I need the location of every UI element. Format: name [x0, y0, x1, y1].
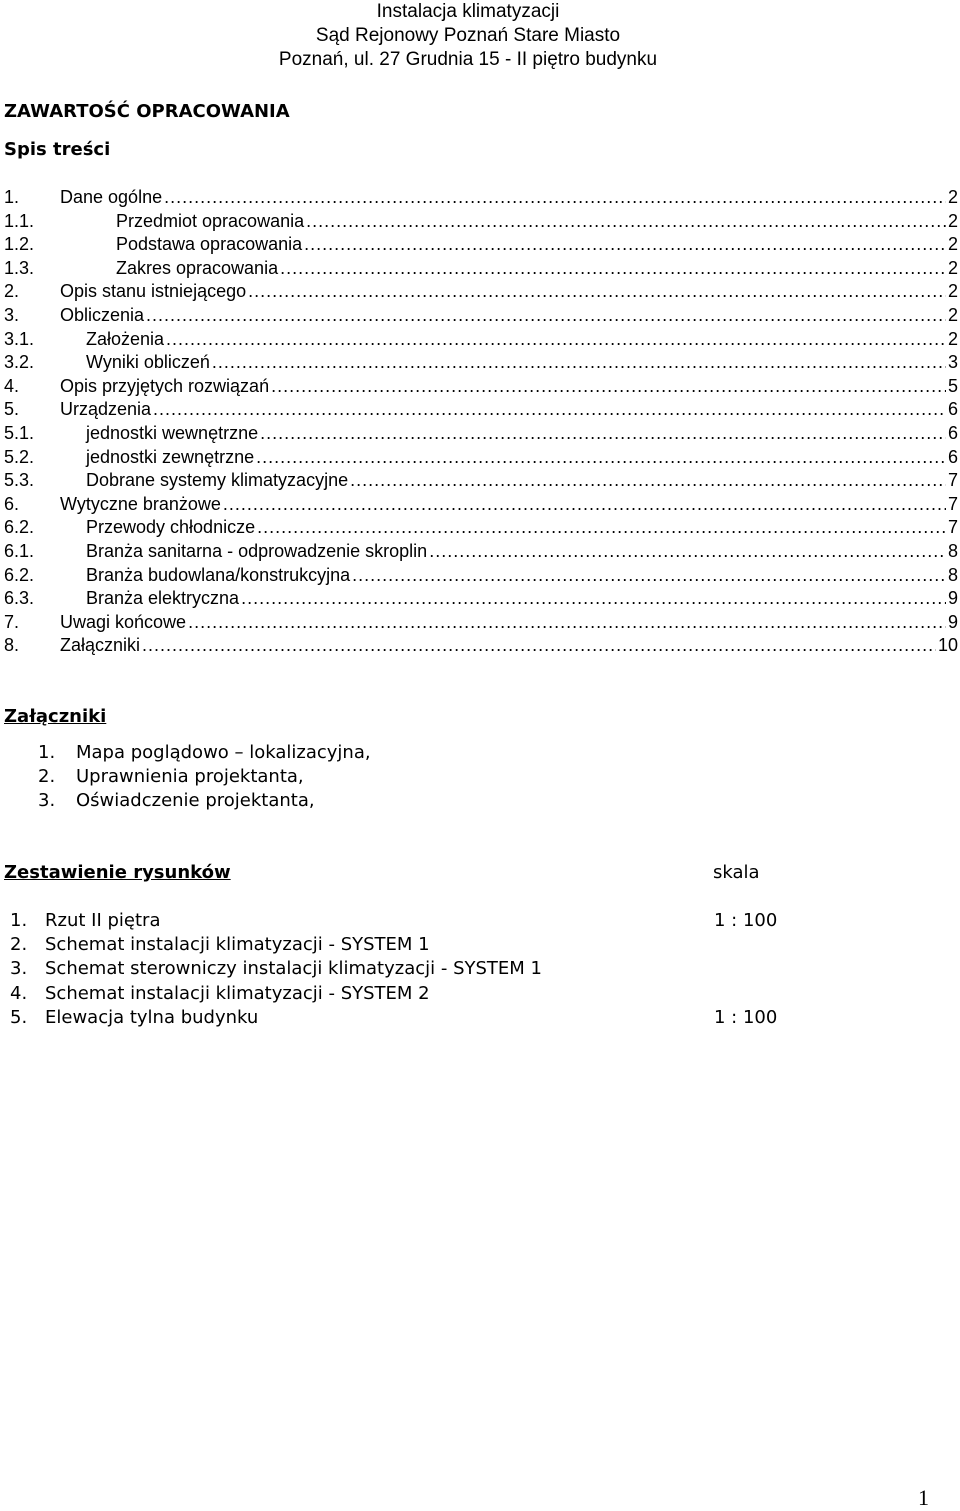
toc-dot-leader: [257, 517, 946, 538]
attachment-number: 2.: [38, 766, 56, 787]
toc-entry[interactable]: [4, 635, 960, 659]
header-line-3: Poznań, ul. 27 Grudnia 15 - II piętro budynku: [278, 49, 658, 70]
drawing-number: 3.: [10, 958, 28, 980]
toc-entry-title: Przedmiot opracowania: [116, 210, 305, 231]
toc-dot-leader: [350, 470, 946, 491]
toc-entry-number: 8.: [4, 635, 20, 656]
toc-heading: Spis treści: [4, 139, 111, 160]
toc-entry-title: Urządzenia: [60, 399, 152, 420]
toc-entry-title: Opis stanu istniejącego: [60, 281, 247, 302]
page-number: 1: [918, 1485, 929, 1510]
toc-entry[interactable]: [4, 187, 960, 211]
toc-dot-leader: [429, 541, 946, 562]
toc-entry[interactable]: [4, 234, 960, 258]
toc-entry-title: Dane ogólne: [60, 187, 163, 207]
drawing-title: Schemat sterowniczy instalacji klimatyzacji - SYSTEM 1: [45, 958, 542, 980]
contents-heading: ZAWARTOŚĆ OPRACOWANIA: [4, 101, 290, 122]
toc-entry-page: 7: [947, 470, 958, 491]
toc-entry-page: 2: [947, 281, 958, 302]
toc-entry-number: 4.: [4, 375, 20, 396]
toc-entry-number: 6.: [4, 493, 20, 514]
toc-entry-page: 7: [947, 517, 958, 538]
toc-entry-number: 7.: [4, 611, 20, 632]
toc-entry-title: Dobrane systemy klimatyzacyjne: [86, 470, 349, 491]
attachment-number: 1.: [38, 742, 56, 763]
toc-entry-page: 2: [947, 304, 958, 325]
drawing-item: [10, 983, 910, 1007]
drawing-item: [10, 958, 910, 982]
toc-entry[interactable]: [4, 494, 960, 518]
toc-entry-number: 6.3.: [4, 588, 35, 609]
toc-dot-leader: [164, 187, 946, 208]
toc-dot-leader: [146, 305, 946, 326]
toc-entry-title: Podstawa opracowania: [116, 234, 303, 255]
attachment-item: [38, 766, 371, 790]
toc-entry-page: 6: [947, 422, 958, 443]
toc-entry-page: 2: [947, 210, 958, 231]
scale-heading: skala: [713, 862, 760, 883]
toc-dot-leader: [260, 423, 946, 444]
toc-entry-title: Obliczenia: [60, 304, 145, 325]
toc-entry-page: 9: [947, 588, 958, 609]
toc-entry-page: 2: [947, 257, 958, 278]
toc-dot-leader: [142, 635, 936, 656]
toc-entry-page: 6: [947, 446, 958, 467]
toc-dot-leader: [304, 234, 946, 255]
toc-entry-number: 3.1.: [4, 328, 35, 349]
drawing-number: 1.: [10, 910, 28, 931]
toc-entry-page: 2: [947, 234, 958, 255]
toc-dot-leader: [306, 211, 946, 232]
drawing-title: Schemat instalacji klimatyzacji - SYSTEM 1: [45, 934, 430, 956]
toc-entry-title: Branża budowlana/konstrukcyjna: [86, 564, 351, 585]
drawing-title: Rzut II piętra: [45, 910, 161, 931]
toc-entry-title: Uwagi końcowe: [60, 611, 187, 632]
toc-entry[interactable]: [4, 517, 960, 541]
toc-entry-number: 6.2.: [4, 517, 35, 538]
drawing-scale: 1 : 100: [714, 1006, 778, 1028]
toc-dot-leader: [280, 258, 946, 279]
toc-entry-title: Branża elektryczna: [86, 588, 240, 609]
drawing-title: Elewacja tylna budynku: [45, 1006, 259, 1028]
toc-entry-title: Zakres opracowania: [116, 257, 279, 278]
toc-entry[interactable]: [4, 588, 960, 612]
toc-entry[interactable]: [4, 352, 960, 376]
toc-entry-page: 8: [947, 540, 958, 561]
toc-entry[interactable]: [4, 541, 960, 565]
toc-entry-number: 1.2.: [4, 234, 35, 255]
toc-entry-number: 5.2.: [4, 446, 35, 467]
drawing-title: Schemat instalacji klimatyzacji - SYSTEM 2: [45, 982, 430, 1004]
toc-dot-leader: [153, 399, 946, 420]
toc-entry-number: 6.1.: [4, 540, 35, 561]
toc-entry-number: 6.2.: [4, 564, 35, 585]
attachments-heading: Załączniki: [4, 706, 107, 727]
attachment-text: Oświadczenie projektanta,: [76, 790, 315, 811]
toc-dot-leader: [166, 329, 946, 350]
header-line-2: Sąd Rejonowy Poznań Stare Miasto: [315, 25, 621, 46]
toc-dot-leader: [256, 447, 946, 468]
attachment-text: Mapa poglądowo – lokalizacyjna,: [76, 742, 371, 763]
toc-entry[interactable]: [4, 376, 960, 400]
toc-entry-page: 7: [947, 493, 958, 514]
table-of-contents: [4, 187, 960, 659]
attachment-item: [38, 790, 371, 814]
attachment-item: [38, 742, 371, 766]
toc-entry-page: 8: [947, 564, 958, 585]
toc-entry-page: 3: [947, 352, 958, 373]
toc-entry-title: Branża sanitarna - odprowadzenie skroplin: [86, 540, 428, 561]
toc-entry-number: 2.: [4, 281, 20, 302]
toc-entry-page: 9: [947, 611, 958, 632]
toc-entry[interactable]: [4, 470, 960, 494]
header-line-1: Instalacja klimatyzacji: [376, 1, 560, 22]
toc-entry-title: Założenia: [86, 328, 165, 349]
toc-entry[interactable]: [4, 281, 960, 305]
toc-entry-page: 2: [947, 187, 958, 207]
toc-entry[interactable]: [4, 423, 960, 447]
toc-entry-title: jednostki zewnętrzne: [86, 446, 255, 467]
toc-dot-leader: [248, 281, 946, 302]
drawing-item: [10, 934, 910, 958]
document-header: [238, 0, 698, 72]
toc-entry-page: 6: [947, 399, 958, 420]
toc-entry-page: 2: [947, 328, 958, 349]
attachment-text: Uprawnienia projektanta,: [76, 766, 304, 787]
toc-dot-leader: [241, 588, 946, 609]
toc-entry[interactable]: [4, 565, 960, 589]
toc-entry[interactable]: [4, 211, 960, 235]
toc-entry-number: 5.3.: [4, 470, 35, 491]
toc-entry-number: 3.2.: [4, 352, 35, 373]
toc-entry[interactable]: [4, 258, 960, 282]
drawing-number: 2.: [10, 934, 28, 956]
toc-entry-title: Wytyczne branżowe: [60, 493, 221, 514]
attachments-list: [38, 742, 371, 814]
toc-dot-leader: [352, 565, 946, 586]
toc-entry-title: Opis przyjętych rozwiązań: [60, 375, 270, 396]
toc-dot-leader: [188, 612, 946, 633]
toc-entry[interactable]: [4, 447, 960, 471]
drawings-heading: Zestawienie rysunków: [4, 862, 231, 883]
toc-entry-number: 5.: [4, 399, 20, 420]
toc-entry[interactable]: [4, 329, 960, 353]
toc-entry-page: 5: [947, 375, 958, 396]
toc-entry-title: jednostki wewnętrzne: [86, 422, 259, 443]
drawing-item: [10, 910, 910, 934]
toc-entry-title: Wyniki obliczeń: [86, 352, 210, 373]
drawing-item: [10, 1007, 910, 1031]
toc-dot-leader: [223, 494, 946, 515]
toc-entry-number: 3.: [4, 304, 20, 325]
toc-entry-number: 5.1.: [4, 422, 35, 443]
drawing-number: 5.: [10, 1006, 28, 1028]
toc-entry-number: 1.3.: [4, 257, 35, 278]
drawing-scale: 1 : 100: [714, 910, 778, 931]
toc-entry-number: 1.1.: [4, 210, 35, 231]
toc-dot-leader: [271, 376, 946, 397]
toc-entry[interactable]: [4, 305, 960, 329]
drawing-number: 4.: [10, 982, 28, 1004]
toc-entry[interactable]: [4, 612, 960, 636]
drawings-list: [10, 910, 910, 1031]
toc-entry[interactable]: [4, 399, 960, 423]
attachment-number: 3.: [38, 790, 56, 811]
toc-entry-number: 1.: [4, 187, 20, 207]
toc-entry-page: 10: [937, 635, 958, 656]
toc-entry-title: Przewody chłodnicze: [86, 517, 256, 538]
toc-dot-leader: [212, 352, 946, 373]
toc-entry-title: Załączniki: [60, 635, 141, 656]
